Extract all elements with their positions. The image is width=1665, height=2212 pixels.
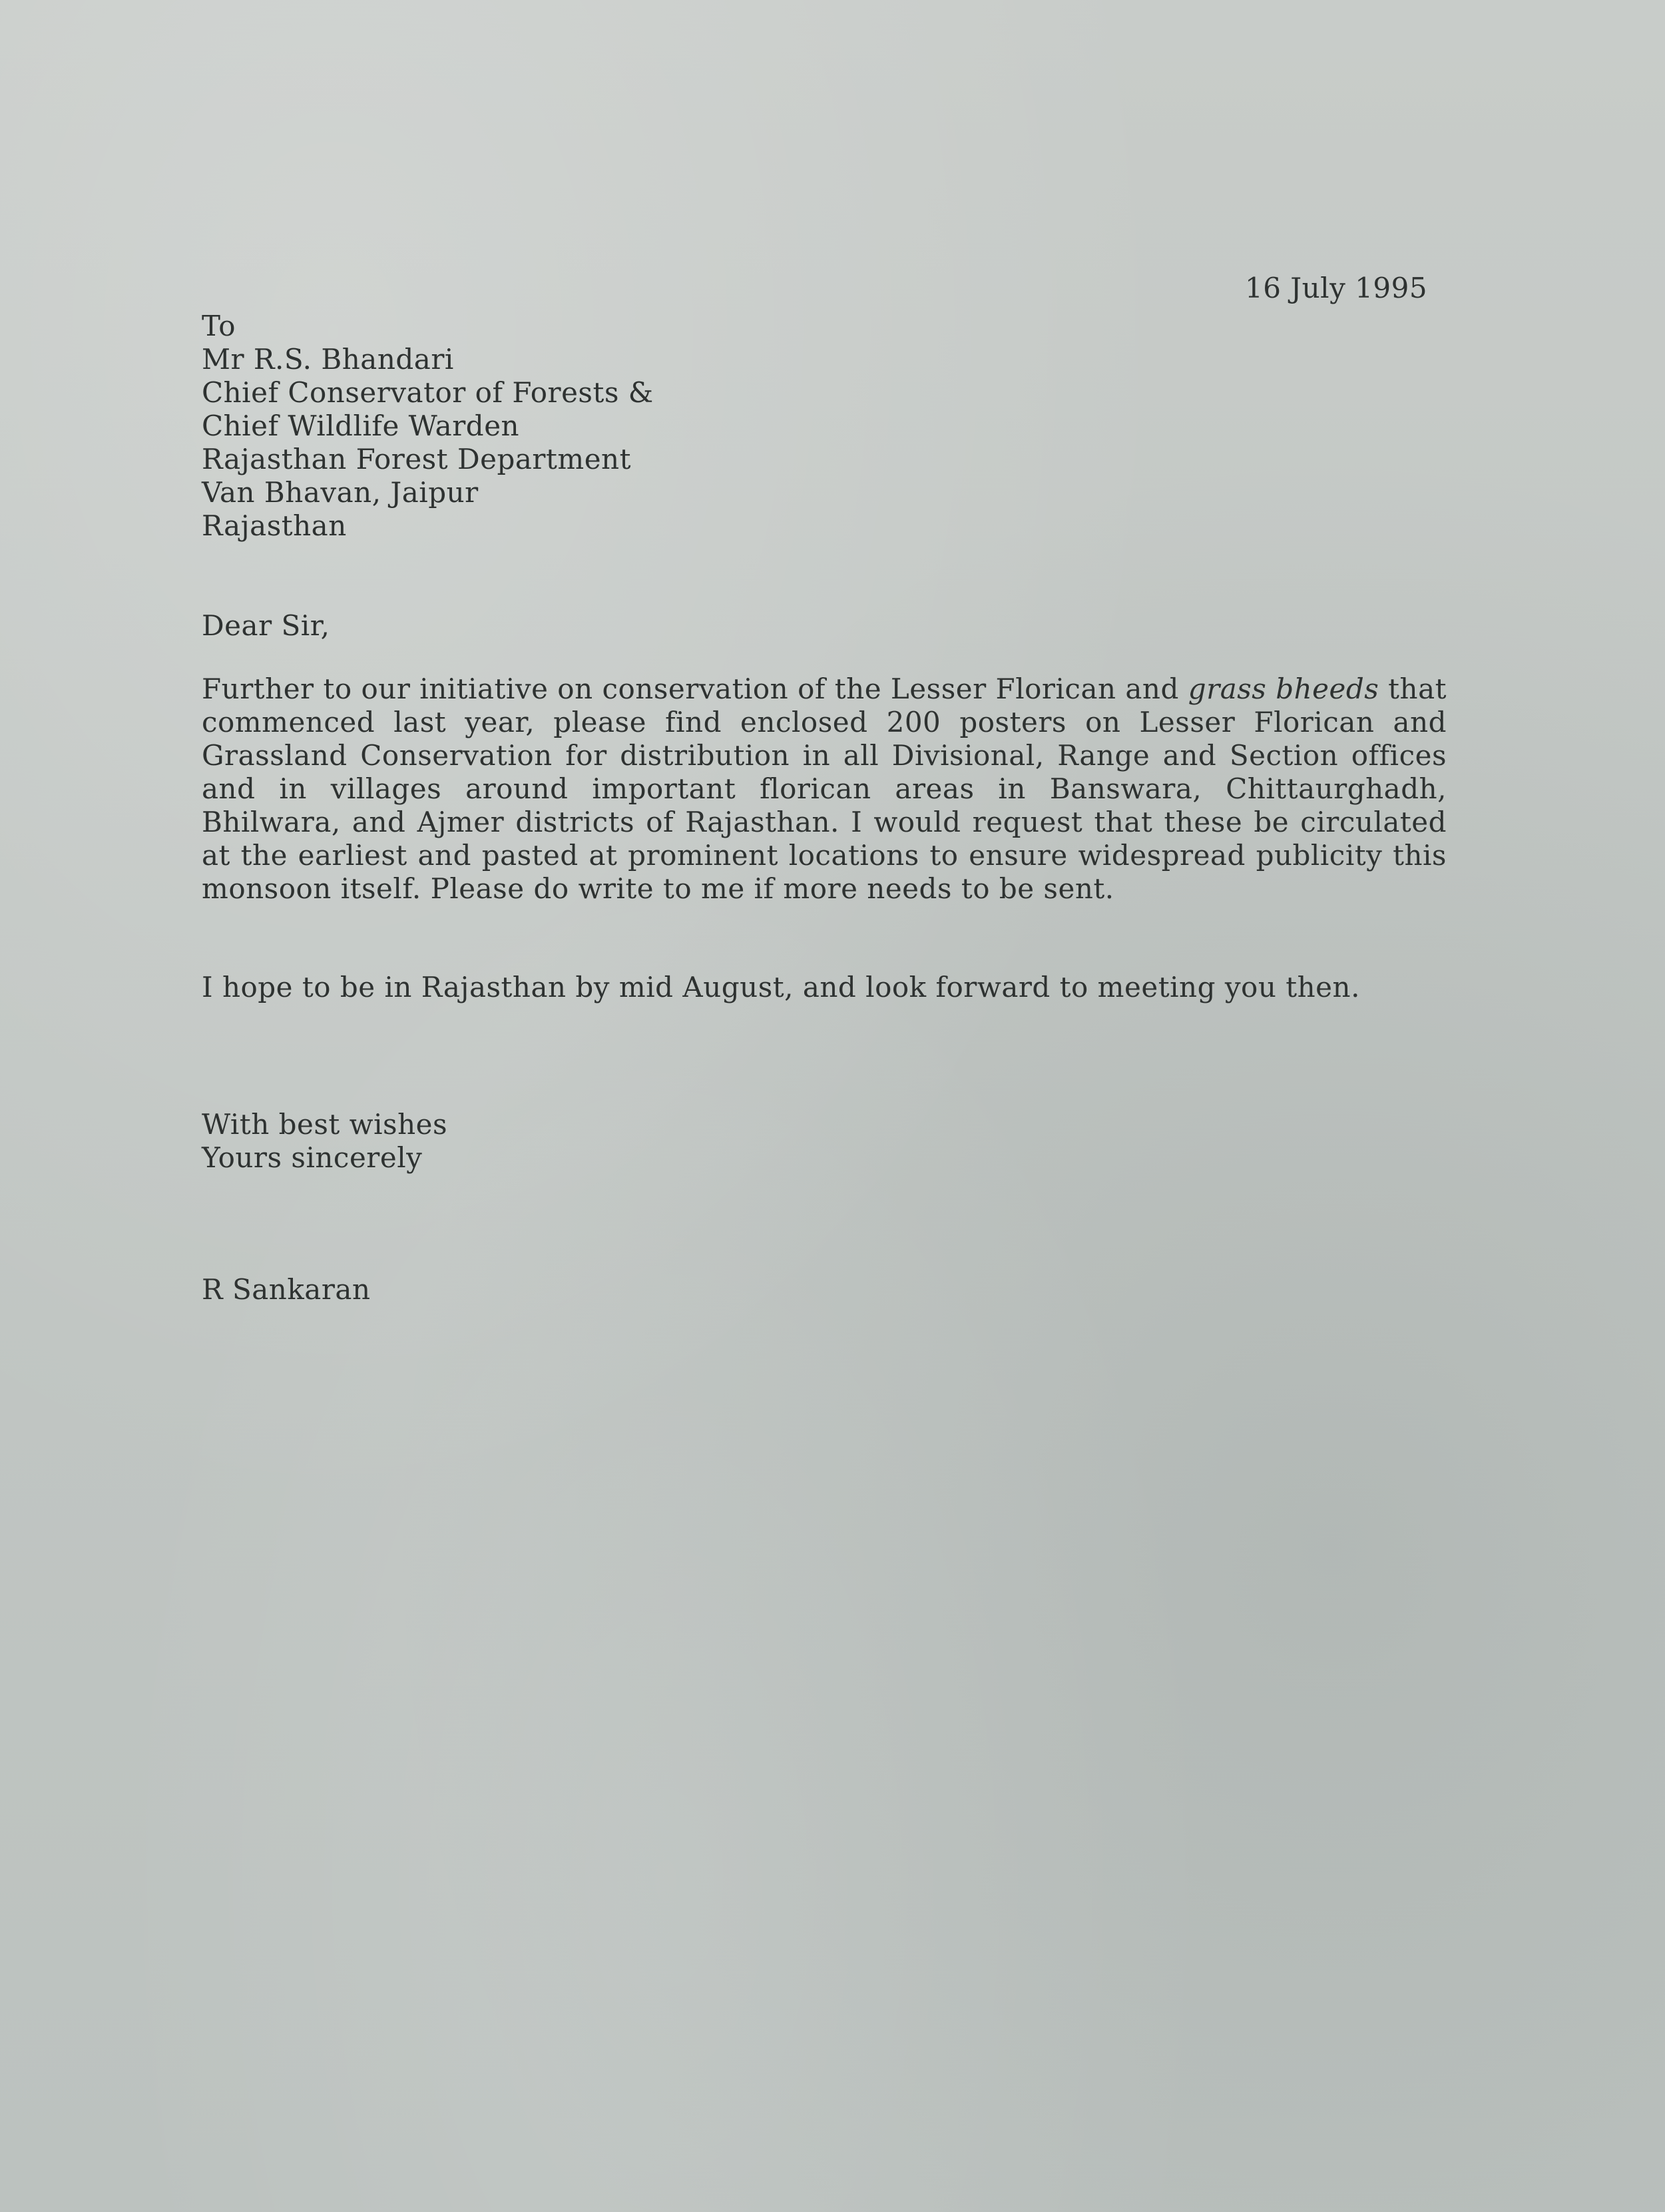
recipient-address-line: Van Bhavan, Jaipur	[202, 476, 479, 509]
recipient-title-line1: Chief Conservator of Forests &	[202, 376, 654, 409]
body-paragraph-1	[202, 673, 1447, 906]
paragraph-1-italic-phrase: grass bheeds	[1188, 673, 1379, 705]
address-to: To	[202, 310, 236, 342]
letter-date: 16 July 1995	[1245, 272, 1428, 304]
recipient-address-block	[202, 310, 654, 543]
recipient-department: Rajasthan Forest Department	[202, 443, 631, 475]
closing-sign-off: Yours sincerely	[202, 1141, 423, 1174]
closing-block	[202, 1108, 447, 1175]
recipient-name: Mr R.S. Bhandari	[202, 343, 454, 376]
body-paragraph-2: I hope to be in Rajasthan by mid August, and look forward to meeting you then.	[202, 971, 1360, 1003]
paragraph-1-rest: that commenced last year, please find enclosed 200 posters on Lesser Florican and Grassland Conservation for distribution in all Divisional, Range and Section offices and in villages around important florican areas in Banswara, Chittaurghadh, Bhilwara, and Ajmer districts of Rajasthan. I would request that these be circulated at the earliest and pasted at prominent locations to ensure widespread publicity this monsoon itself. Please do write to me if more needs to be sent.	[202, 673, 1447, 905]
signature-name: R Sankaran	[202, 1273, 371, 1306]
closing-wishes: With best wishes	[202, 1108, 448, 1141]
recipient-title-line2: Chief Wildlife Warden	[202, 410, 520, 442]
paragraph-1-lead: Further to our initiative on conservation of the Lesser Florican and	[202, 673, 1179, 705]
salutation: Dear Sir,	[202, 609, 330, 642]
recipient-state: Rajasthan	[202, 509, 347, 542]
